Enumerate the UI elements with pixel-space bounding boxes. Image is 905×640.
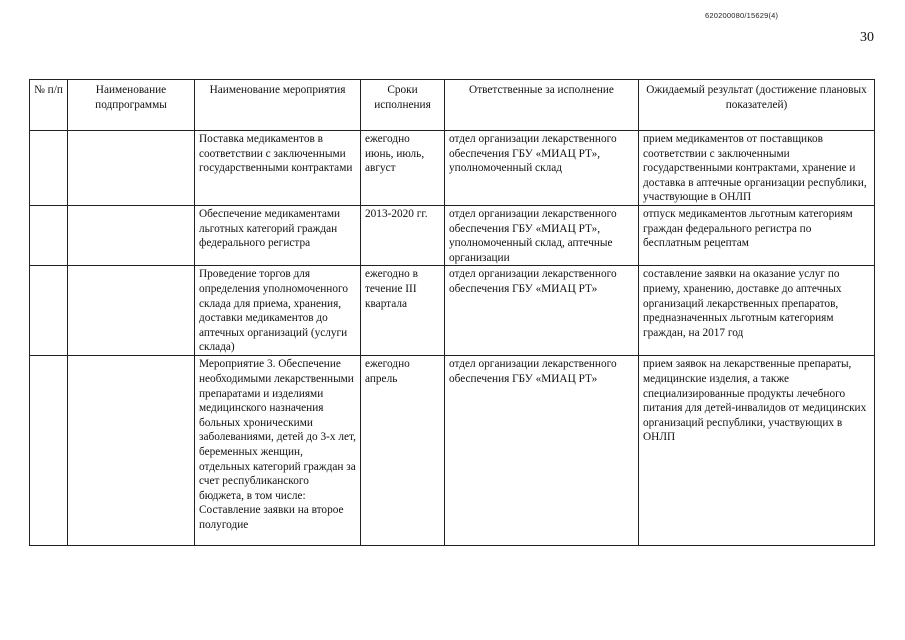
measure-cell: Поставка медикаментов в соответствии с заключенными государственными контрактами [195,131,361,206]
table-row [30,131,875,206]
column-header-number: № п/п [30,80,68,131]
measure-cell: Мероприятие 3. Обеспечение необходимыми лекарственными препаратами и изделиями медицинского назначения больных хроническими заболеваниями, детей до 3-х лет, беременных женщин, отдельных категорий граждан за счет республиканского бюджета, в том числе: Составление заявки на второе полугодие [195,356,361,546]
responsible-cell: отдел организации лекарственного обеспечения ГБУ «МИАЦ РТ» [445,266,639,356]
column-header-measure: Наименование мероприятия [195,80,361,131]
subprogram-cell [68,205,195,265]
column-header-subprogram: Наименование подпрограммы [68,80,195,131]
responsible-cell: отдел организации лекарственного обеспечения ГБУ «МИАЦ РТ», уполномоченный склад, аптечные организации [445,205,639,265]
column-header-responsible: Ответственные за исполнение [445,80,639,131]
program-measures-table [29,79,875,546]
document-code: 620200080/15629(4) [705,11,779,20]
responsible-cell: отдел организации лекарственного обеспечения ГБУ «МИАЦ РТ», уполномоченный склад [445,131,639,206]
term-cell: ежегодно апрель [361,356,445,546]
row-number-cell [30,131,68,206]
table-header-row [30,80,875,131]
row-number-cell [30,205,68,265]
result-cell: отпуск медикаментов льготным категориям граждан федерального регистра по бесплатным рецептам [639,205,875,265]
term-cell: 2013-2020 гг. [361,205,445,265]
result-cell: прием медикаментов от поставщиков соответствии с заключенными государственными контрактами, хранение и доставка в аптечные организации республики, участвующие в ОНЛП [639,131,875,206]
table-row [30,356,875,546]
result-cell: составление заявки на оказание услуг по приему, хранению, доставке до аптечных организаций лекарственных препаратов, предназначенных льготным категориям граждан, на 2017 год [639,266,875,356]
subprogram-cell [68,266,195,356]
subprogram-cell [68,356,195,546]
measure-cell: Обеспечение медикаментами льготных категорий граждан федерального регистра [195,205,361,265]
column-header-term: Сроки исполнения [361,80,445,131]
table-row [30,205,875,265]
column-header-result: Ожидаемый результат (достижение плановых показателей) [639,80,875,131]
subprogram-cell [68,131,195,206]
term-cell: ежегодно июнь, июль, август [361,131,445,206]
term-cell: ежегодно в течение III квартала [361,266,445,356]
measure-cell: Проведение торгов для определения уполномоченного склада для приема, хранения, доставки медикаментов до аптечных организаций (услуги склада) [195,266,361,356]
row-number-cell [30,266,68,356]
row-number-cell [30,356,68,546]
result-cell: прием заявок на лекарственные препараты, медицинские изделия, а также специализированные продукты лечебного питания для детей-инвалидов от медицинских организаций республики, участвующих в ОНЛП [639,356,875,546]
table-row [30,266,875,356]
page-number: 30 [860,30,874,45]
responsible-cell: отдел организации лекарственного обеспечения ГБУ «МИАЦ РТ» [445,356,639,546]
